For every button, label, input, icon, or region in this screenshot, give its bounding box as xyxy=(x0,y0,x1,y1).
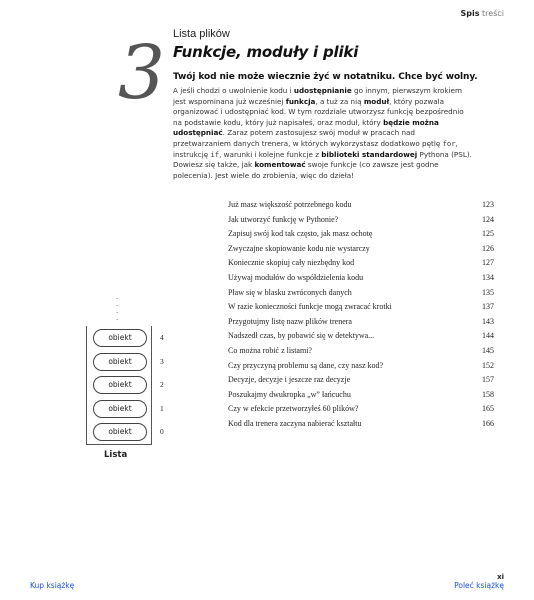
toc-entry[interactable] xyxy=(228,256,494,271)
toc-entry-title: Przygotujmy listę nazw plików trenera xyxy=(228,316,352,326)
toc-entry-page: 143 xyxy=(482,316,494,326)
intro-segment: komentować xyxy=(254,160,306,170)
chapter-number: 3 xyxy=(118,30,166,116)
toc-entry-page: 126 xyxy=(482,243,494,253)
stack-cell: obiekt xyxy=(93,376,147,394)
recommend-book-link[interactable]: Poleć książkę xyxy=(454,581,504,590)
intro-segment: , instrukcję xyxy=(173,138,458,159)
toc-entry[interactable] xyxy=(228,315,494,330)
intro-segment: if xyxy=(210,149,220,159)
stack-cell: obiekt xyxy=(93,400,147,418)
toc-entry-page: 144 xyxy=(482,331,494,341)
chapter-intro xyxy=(173,86,473,181)
toc-entry-page: 158 xyxy=(482,389,494,399)
intro-segment: biblioteki standardowej xyxy=(321,149,418,159)
buy-book-link[interactable]: Kup książkę xyxy=(30,581,75,590)
toc-entry[interactable] xyxy=(228,213,494,228)
toc-entry-page: 135 xyxy=(482,287,494,297)
running-header xyxy=(460,9,504,18)
toc-entry-title: Poszukajmy dwukropka „w” łańcuchu xyxy=(228,389,351,399)
intro-segment: , a tuż za nią xyxy=(315,96,364,106)
toc-entry-title: Pław się w blasku zwróconych danych xyxy=(228,287,352,297)
toc-entry-title: Czy w efekcie przetworzyłeś 60 plików? xyxy=(228,404,359,414)
toc-entry-page: 137 xyxy=(482,302,494,312)
toc-entry-page: 165 xyxy=(482,404,494,414)
intro-segment: udostępnianie xyxy=(293,86,352,95)
intro-segment: Pythona (PSL). Dowiesz się także, jak xyxy=(173,149,472,170)
toc-entry-page: 145 xyxy=(482,345,494,355)
toc-entry[interactable] xyxy=(228,359,494,374)
toc-entry-page: 152 xyxy=(482,360,494,370)
toc-entry-title: Używaj modułów do współdzielenia kodu xyxy=(228,272,364,282)
toc-entry-page: 134 xyxy=(482,272,494,282)
intro-segment: A jeśli chodzi o uwolnienie kodu i xyxy=(173,86,294,95)
table-of-contents xyxy=(228,198,494,432)
list-stack-diagram xyxy=(86,326,152,445)
intro-segment: będzie można udostępniać xyxy=(173,117,439,138)
toc-entry[interactable] xyxy=(228,388,494,403)
toc-entry-title: Zapisuj swój kod tak często, jak masz ochotę xyxy=(228,229,373,239)
stack-index: 2 xyxy=(160,380,164,389)
toc-entry-page: 127 xyxy=(482,258,494,268)
toc-entry[interactable] xyxy=(228,417,494,432)
toc-entry-title: Co można robić z listami? xyxy=(228,345,312,355)
toc-entry[interactable] xyxy=(228,286,494,301)
ellipsis-dots: · · · · xyxy=(116,295,119,324)
toc-entry[interactable] xyxy=(228,329,494,344)
intro-segment: swoje funkcje (co zawsze jest godne polecenia). Jest wiele do zrobienia, więc do dzieła! xyxy=(173,160,439,180)
page-number: xi xyxy=(497,573,504,581)
stack-index: 1 xyxy=(160,403,164,413)
chapter-pre-title: Lista plików xyxy=(173,28,230,40)
toc-entry-title: Nadszedł czas, by pobawić się w detektywa... xyxy=(228,331,375,341)
toc-entry[interactable] xyxy=(228,198,494,213)
intro-segment: funkcja xyxy=(285,96,316,106)
toc-entry[interactable] xyxy=(228,344,494,359)
stack-label: Lista xyxy=(104,450,128,460)
toc-entry-page: 157 xyxy=(482,375,494,385)
intro-segment: go innym, pierwszym krokiem jest wspominana już wcześniej xyxy=(173,86,463,106)
toc-entry-title: Koniecznie skopiuj cały niezbędny kod xyxy=(228,258,355,268)
toc-entry[interactable] xyxy=(228,402,494,417)
toc-entry-page: 124 xyxy=(482,214,494,224)
intro-segment: , warunki i kolejne funkcje z xyxy=(219,149,322,159)
header-spis: Spis xyxy=(460,9,480,18)
toc-entry-title: Jak utworzyć funkcję w Pythonie? xyxy=(228,214,339,224)
toc-entry-title: Już masz większość potrzebnego kodu xyxy=(228,200,352,209)
stack-cell: obiekt xyxy=(93,329,147,347)
toc-entry-page: 123 xyxy=(482,200,494,209)
footer-right xyxy=(454,573,504,590)
intro-segment: , który pozwala organizować i udostępniać kod. W tym rozdziale utworzysz funkcję bezpośrednio na podstawie kodu, który już napisałeś, oraz moduł, który xyxy=(173,96,464,127)
toc-entry-title: Kod dla trenera zaczyna nabierać kształtu xyxy=(228,418,362,428)
stack-cell: obiekt xyxy=(93,423,147,441)
chapter-title: Funkcje, moduły i pliki xyxy=(173,43,359,61)
toc-entry[interactable] xyxy=(228,242,494,257)
toc-entry[interactable] xyxy=(228,271,494,286)
toc-entry-page: 166 xyxy=(482,418,494,428)
intro-segment: for xyxy=(442,138,456,148)
stack-cell: obiekt xyxy=(93,353,147,371)
toc-entry[interactable] xyxy=(228,227,494,242)
stack-index: 4 xyxy=(160,333,164,342)
toc-entry-title: Decyzje, decyzje i jeszcze raz decyzje xyxy=(228,375,351,385)
header-tresci: treści xyxy=(482,9,504,18)
toc-entry[interactable] xyxy=(228,300,494,315)
toc-entry-title: W razie konieczności funkcje mogą zwracać krotki xyxy=(228,302,392,312)
intro-segment: . Zaraz potem zastosujesz swój moduł w pracach nad przetwarzaniem danych trenera, w których wykorzystasz dodatkowo pętlę xyxy=(173,128,443,148)
toc-entry-title: Czy przyczyną problemu są dane, czy nasz kod? xyxy=(228,360,384,370)
toc-entry[interactable] xyxy=(228,373,494,388)
toc-entry-page: 125 xyxy=(482,229,494,239)
chapter-lead: Twój kod nie może wiecznie żyć w notatniku. Chce być wolny. xyxy=(173,72,478,82)
intro-segment: moduł xyxy=(363,96,390,106)
stack-index: 0 xyxy=(160,427,164,436)
toc-entry-title: Zwyczajne skopiowanie kodu nie wystarczy xyxy=(228,243,370,253)
stack-index: 3 xyxy=(160,356,164,366)
